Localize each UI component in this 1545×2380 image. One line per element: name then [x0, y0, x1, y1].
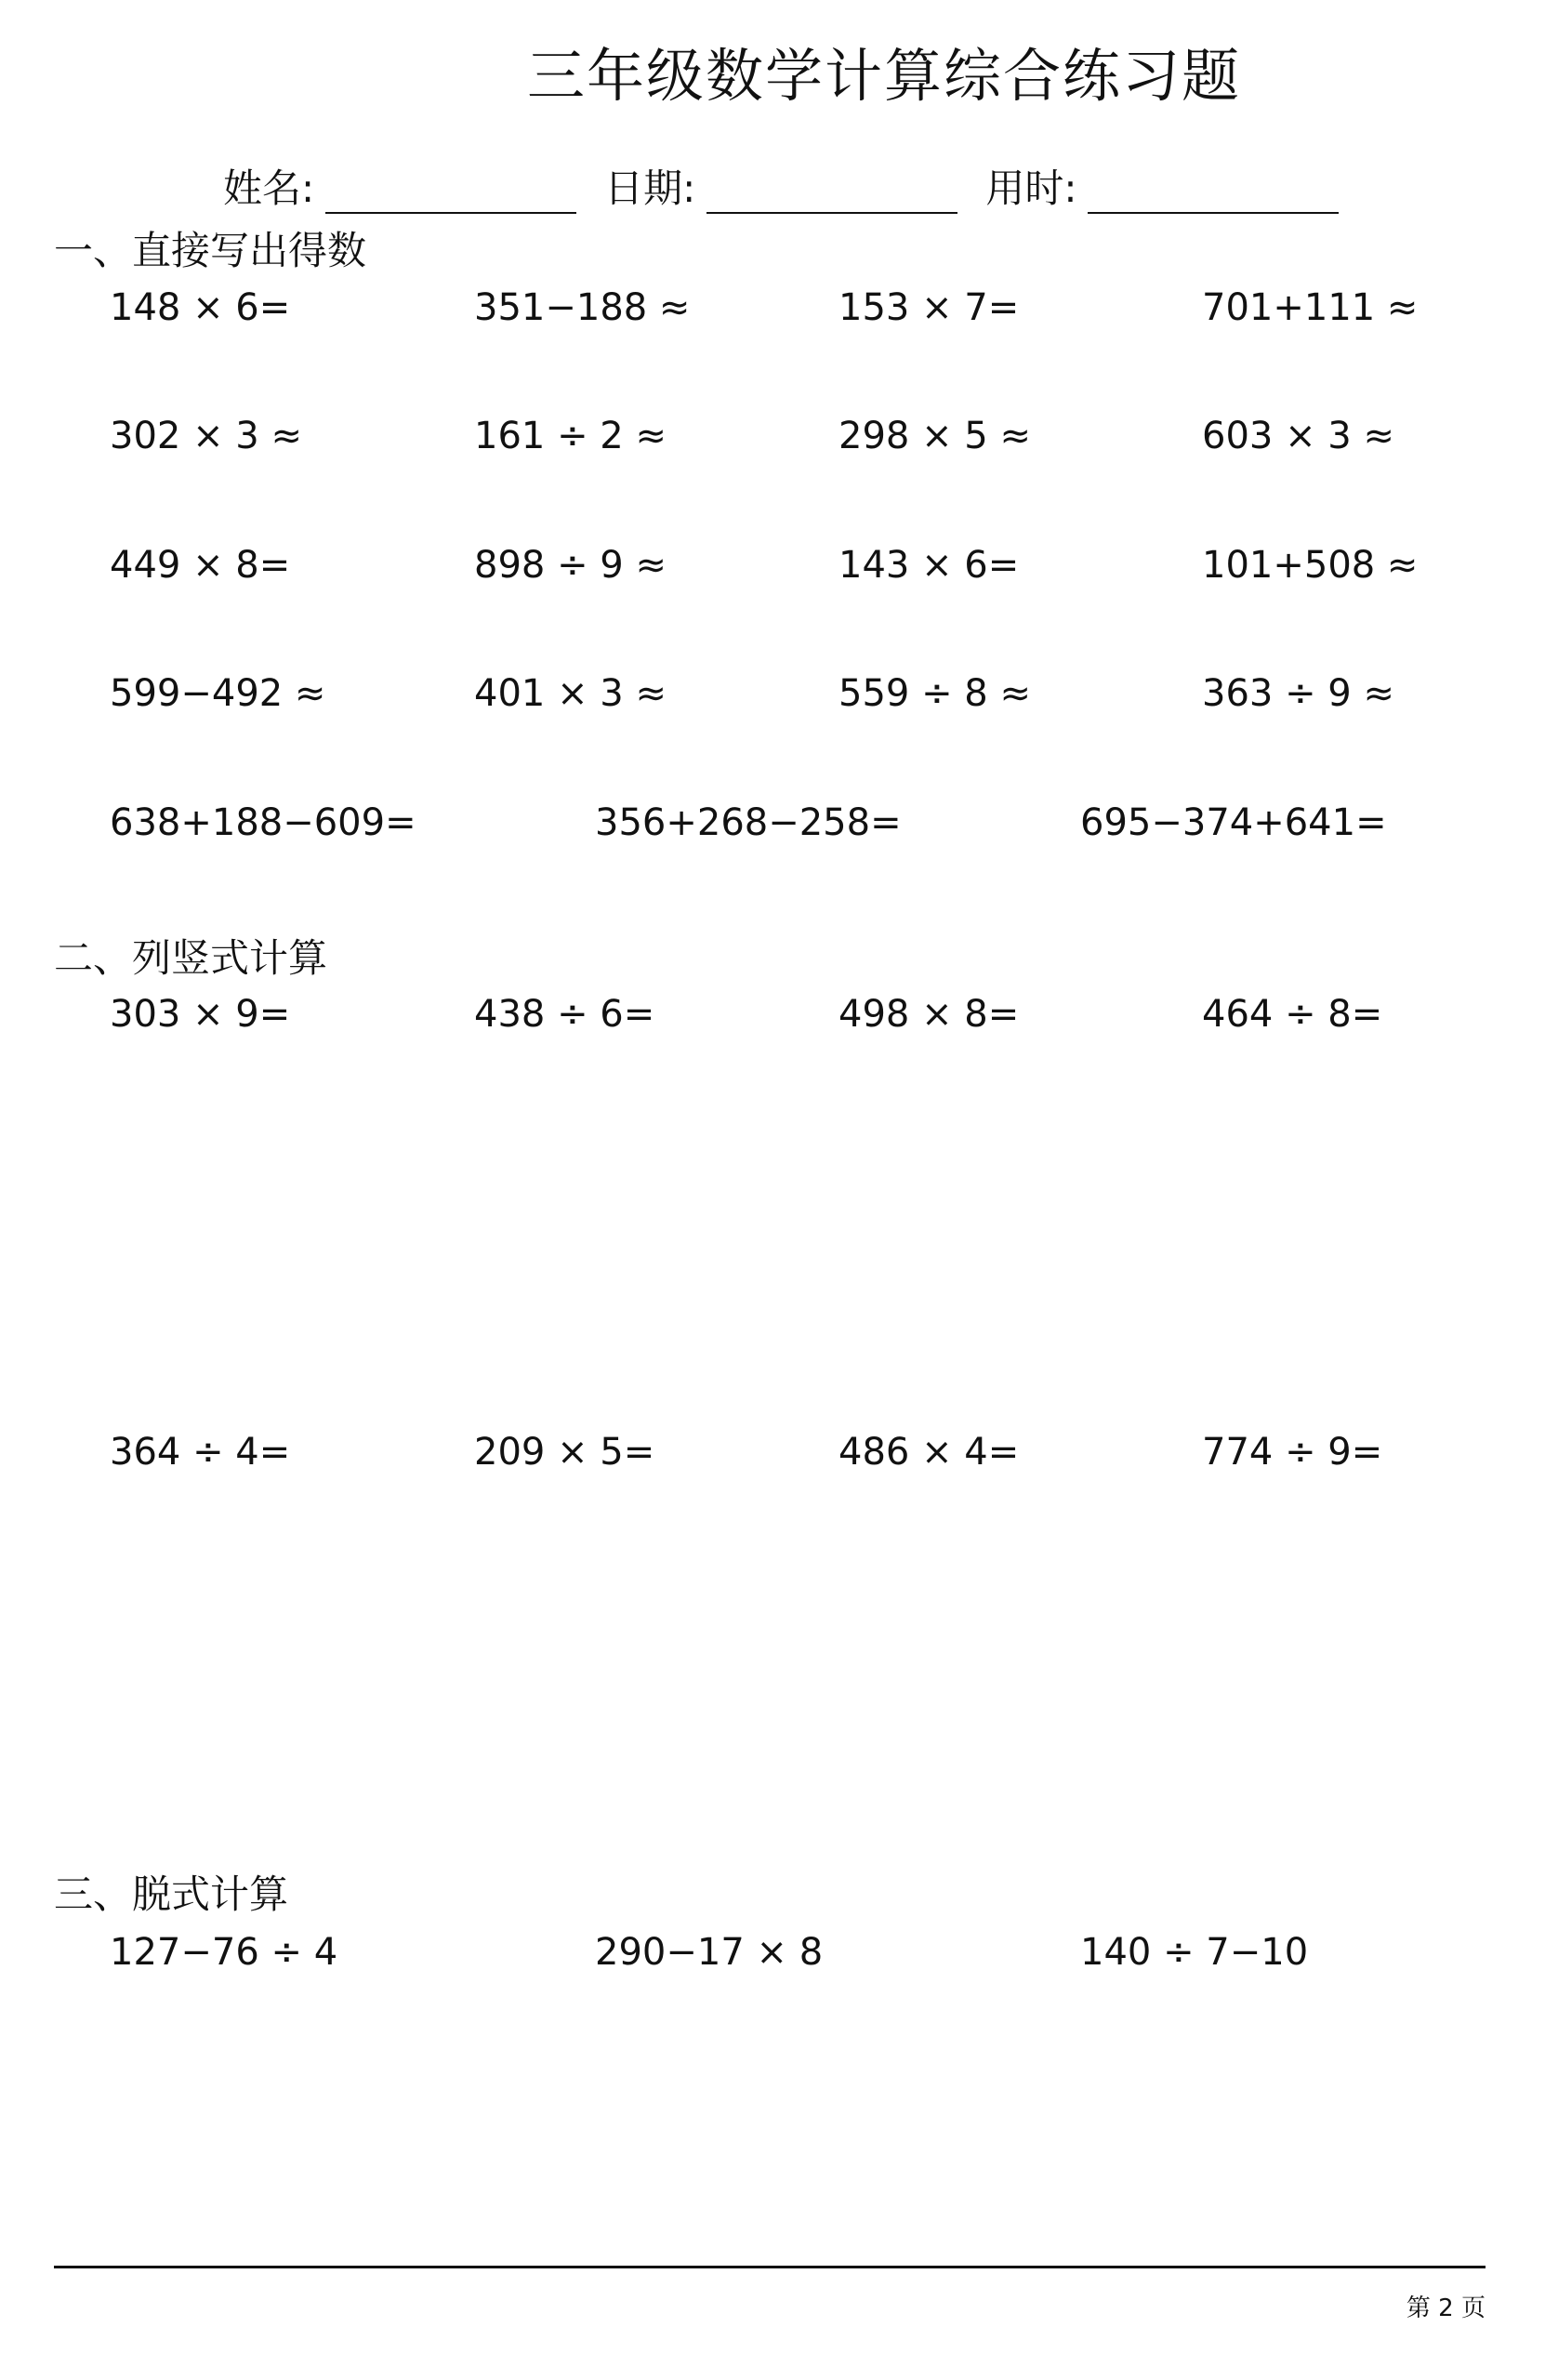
- direct-problem: 161 ÷ 2 ≈: [474, 415, 667, 457]
- vertical-problem: 464 ÷ 8=: [1202, 993, 1383, 1036]
- vertical-problem: 303 × 9=: [110, 993, 291, 1036]
- vertical-problem: 486 × 4=: [839, 1431, 1020, 1474]
- direct-problem: 401 × 3 ≈: [474, 672, 667, 715]
- name-field: [223, 158, 586, 214]
- direct-problem: 559 ÷ 8 ≈: [839, 672, 1031, 715]
- direct-problem: 302 × 3 ≈: [110, 415, 302, 457]
- date-field: [604, 158, 967, 214]
- name-label: 姓名:: [223, 165, 315, 211]
- direct-problem: 148 × 6=: [110, 286, 291, 329]
- direct-problem: 143 × 6=: [839, 544, 1020, 587]
- time-label: 用时:: [985, 165, 1077, 211]
- direct-problem: 363 ÷ 9 ≈: [1202, 672, 1394, 715]
- vertical-problem: 774 ÷ 9=: [1202, 1431, 1383, 1474]
- mixed-problem: 356+268−258=: [595, 801, 902, 844]
- footer-divider: [54, 2266, 1486, 2268]
- vertical-problem: 438 ÷ 6=: [474, 993, 655, 1036]
- direct-problem: 701+111 ≈: [1202, 286, 1419, 329]
- page-number: 第 2 页: [1406, 2294, 1486, 2322]
- direct-problem: 101+508 ≈: [1202, 544, 1419, 587]
- direct-problem: 351−188 ≈: [474, 286, 691, 329]
- stepwise-problem: 127−76 ÷ 4: [110, 1931, 338, 1974]
- vertical-problem: 498 × 8=: [839, 993, 1020, 1036]
- student-info-row: [223, 158, 1367, 214]
- time-blank[interactable]: [1088, 169, 1339, 214]
- date-blank[interactable]: [706, 169, 957, 214]
- direct-problem: 449 × 8=: [110, 544, 291, 587]
- section-2-heading: 二、列竖式计算: [54, 935, 328, 981]
- direct-problem: 153 × 7=: [839, 286, 1020, 329]
- mixed-problem: 695−374+641=: [1080, 801, 1387, 844]
- vertical-problem: 364 ÷ 4=: [110, 1431, 291, 1474]
- worksheet-title: 三年级数学计算综合练习题: [526, 42, 1241, 110]
- date-label: 日期:: [604, 165, 696, 211]
- vertical-problem: 209 × 5=: [474, 1431, 655, 1474]
- name-blank[interactable]: [325, 169, 576, 214]
- direct-problem: 599−492 ≈: [110, 672, 326, 715]
- stepwise-problem: 140 ÷ 7−10: [1080, 1931, 1309, 1974]
- stepwise-problem: 290−17 × 8: [595, 1931, 824, 1974]
- mixed-problem: 638+188−609=: [110, 801, 416, 844]
- time-field: [985, 158, 1348, 214]
- direct-problem: 898 ÷ 9 ≈: [474, 544, 667, 587]
- section-1-heading: 一、直接写出得数: [54, 228, 367, 273]
- direct-problem: 298 × 5 ≈: [839, 415, 1031, 457]
- section-3-heading: 三、脱式计算: [54, 1871, 289, 1917]
- direct-problem: 603 × 3 ≈: [1202, 415, 1394, 457]
